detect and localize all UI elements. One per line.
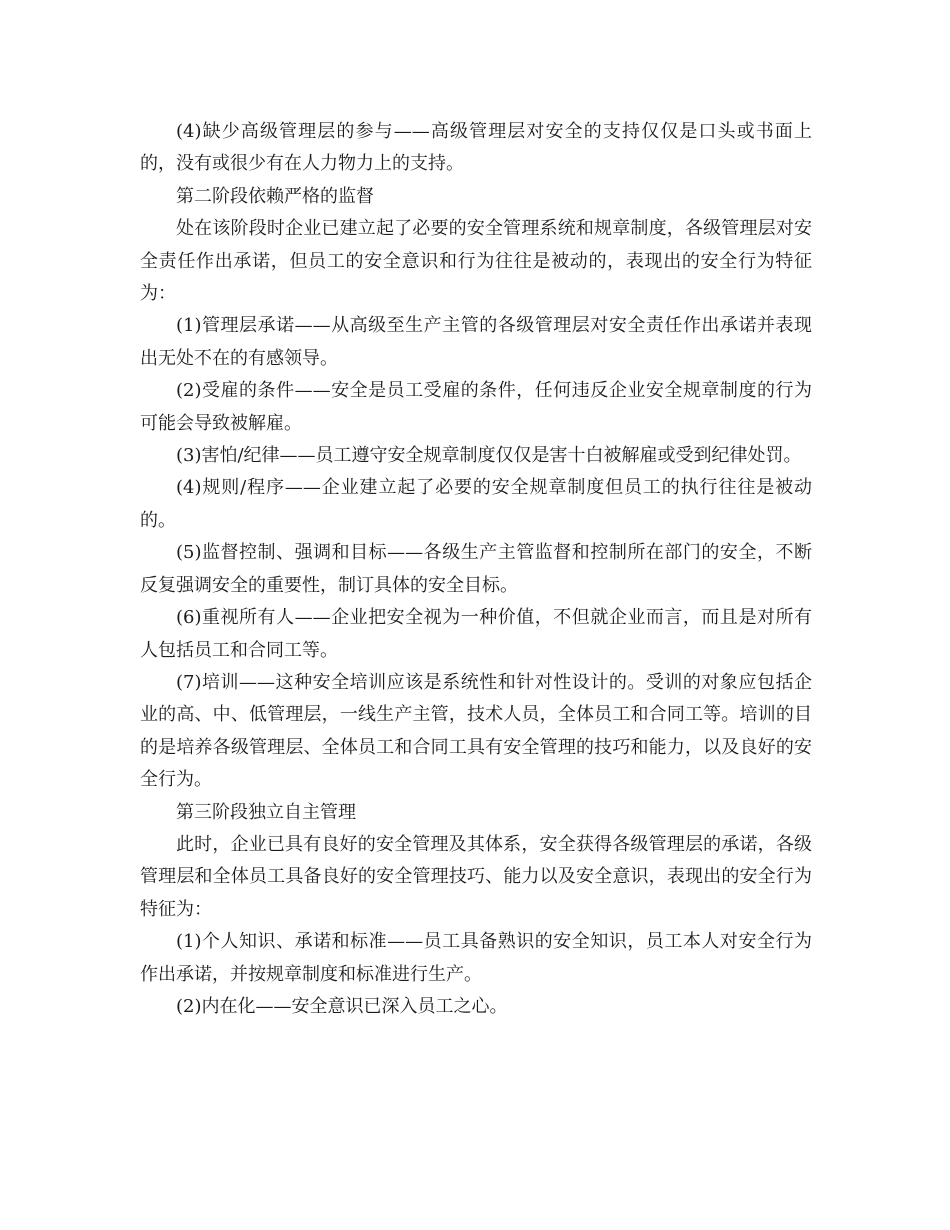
paragraph-rules-procedures: (4)规则/程序——企业建立起了必要的安全规章制度但员工的执行往往是被动的。: [140, 477, 812, 531]
paragraph-value-all-people: (6)重视所有人——企业把安全视为一种价值，不但就企业而言，而且是对所有人包括员工和合同工等。: [140, 607, 812, 661]
paragraph-fear-discipline: (3)害怕/纪律——员工遵守安全规章制度仅仅是害十白被解雇或受到纪律处罚。: [176, 445, 802, 467]
paragraph-supervision-control: (5)监督控制、强调和目标——各级生产主管监督和控制所在部门的安全，不断反复强调安全的重要性，制订具体的安全目标。: [140, 542, 812, 596]
heading-stage-two: 第二阶段依赖严格的监督: [176, 185, 374, 207]
heading-stage-three: 第三阶段独立自主管理: [176, 801, 356, 823]
paragraph-management-commitment: (1)管理层承诺——从高级至生产主管的各级管理层对安全责任作出承诺并表现出无处不在的有感领导。: [140, 315, 812, 369]
document-body: [140, 116, 812, 1023]
paragraph-stage-three-intro: 此时，企业已具有良好的安全管理及其体系，安全获得各级管理层的承诺，各级管理层和全体员工具备良好的安全管理技巧、能力以及安全意识，表现出的安全行为特征为：: [140, 833, 812, 920]
paragraph-employment-condition: (2)受雇的条件——安全是员工受雇的条件，任何违反企业安全规章制度的行为可能会导致被解雇。: [140, 380, 812, 434]
paragraph-lack-senior-management: (4)缺少高级管理层的参与——高级管理层对安全的支持仅仅是口头或书面上的，没有或很少有在人力物力上的支持。: [140, 121, 812, 175]
paragraph-training: (7)培训——这种安全培训应该是系统性和针对性设计的。受训的对象应包括企业的高、中、低管理层，一线生产主管，技术人员，全体员工和合同工等。培训的目的是培养各级管理层、全体员工和合同工具有安全管理的技巧和能力，以及良好的安全行为。: [140, 671, 812, 791]
paragraph-internalization: (2)内在化——安全意识已深入员工之心。: [176, 995, 508, 1017]
paragraph-stage-two-intro: 处在该阶段时企业已建立起了必要的安全管理系统和规章制度，各级管理层对安全责任作出承诺，但员工的安全意识和行为往往是被动的，表现出的安全行为特征为：: [140, 218, 812, 305]
paragraph-personal-knowledge: (1)个人知识、承诺和标准——员工具备熟识的安全知识，员工本人对安全行为作出承诺，并按规章制度和标准进行生产。: [140, 931, 812, 985]
